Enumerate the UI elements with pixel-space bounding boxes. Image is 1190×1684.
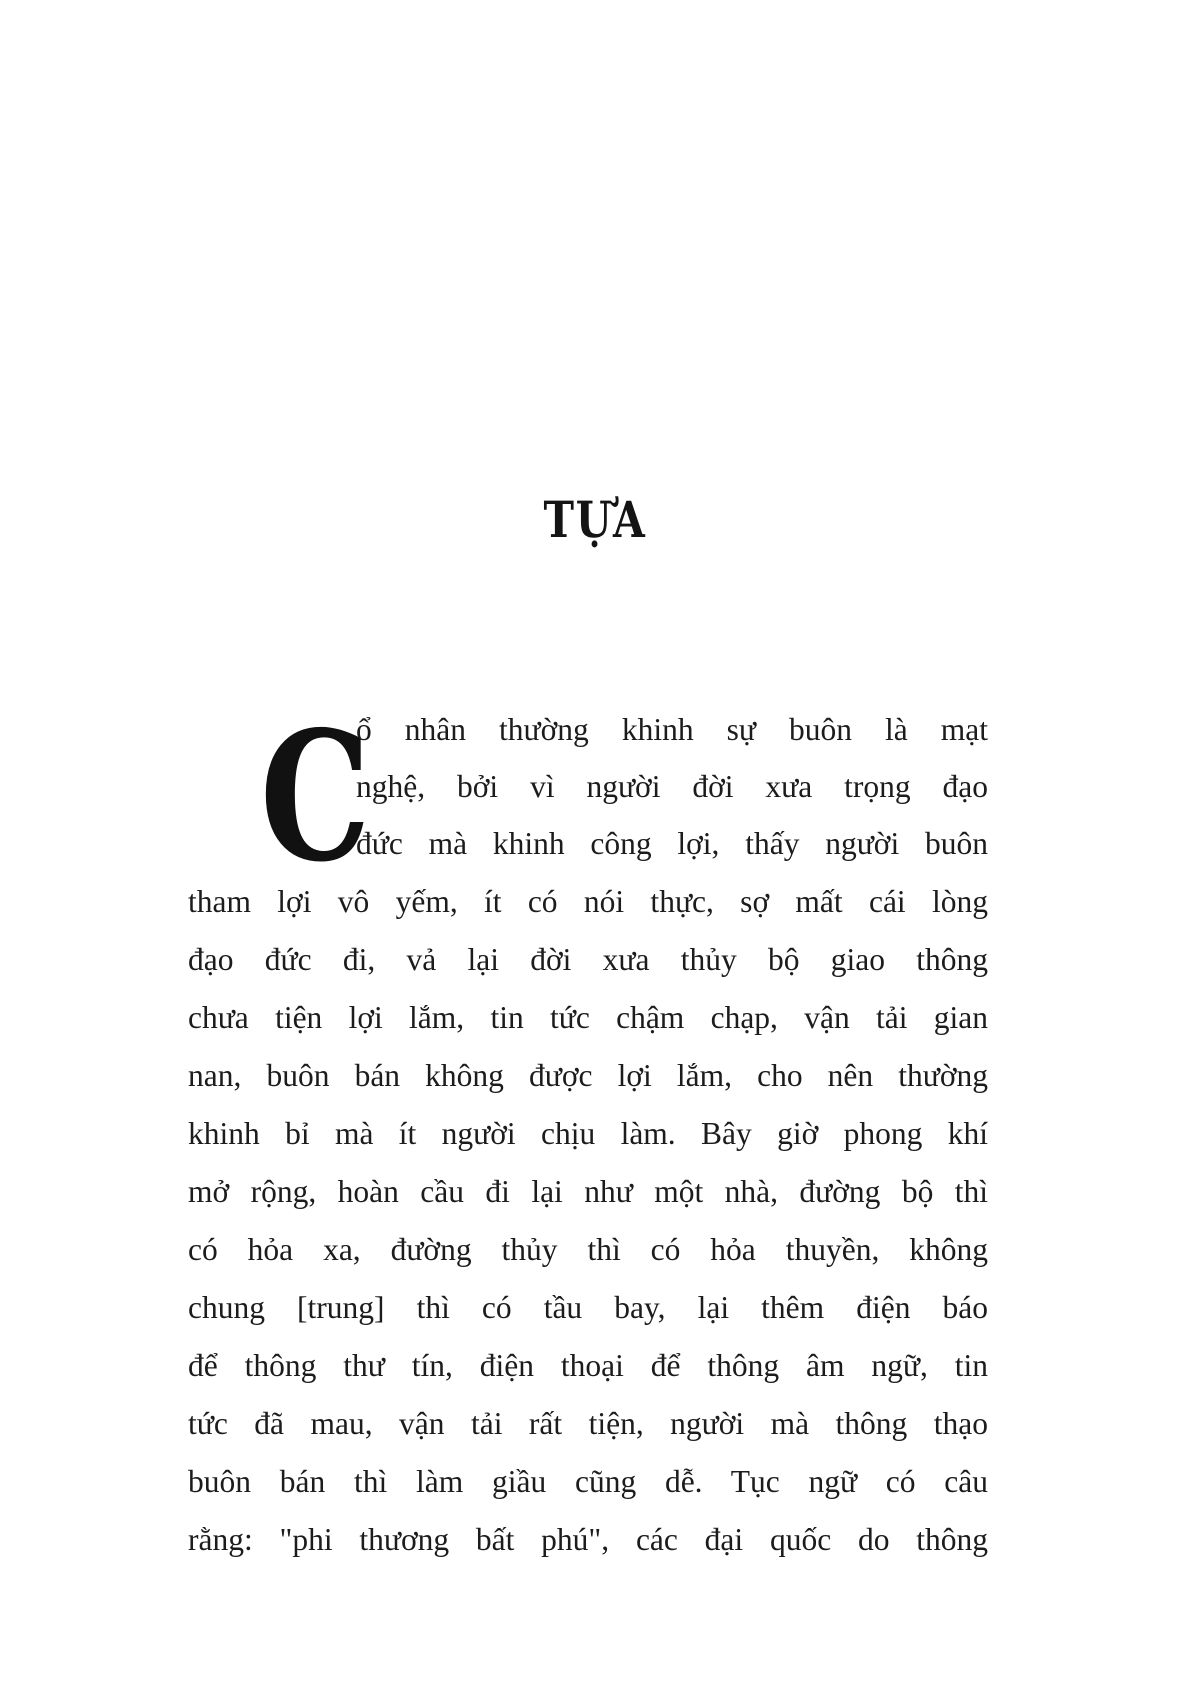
- chapter-title: TỰA: [543, 490, 647, 549]
- text-line: chưa tiện lợi lắm, tin tức chậm chạp, vận tải gian: [188, 1000, 988, 1035]
- text-line: khinh bỉ mà ít người chịu làm. Bây giờ phong khí: [188, 1116, 988, 1151]
- text-line: nghệ, bởi vì người đời xưa trọng đạo: [356, 769, 988, 804]
- text-line: rằng: "phi thương bất phú", các đại quốc do thông: [188, 1522, 988, 1557]
- text-line: để thông thư tín, điện thoại để thông âm ngữ, tin: [188, 1348, 988, 1383]
- text-line: mở rộng, hoàn cầu đi lại như một nhà, đường bộ thì: [188, 1174, 988, 1209]
- text-line: đạo đức đi, vả lại đời xưa thủy bộ giao thông: [188, 942, 988, 977]
- text-line: buôn bán thì làm giầu cũng dễ. Tục ngữ có câu: [188, 1464, 988, 1499]
- text-line: chung [trung] thì có tầu bay, lại thêm điện báo: [188, 1290, 988, 1325]
- text-line: ổ nhân thường khinh sự buôn là mạt: [356, 712, 988, 747]
- text-line: tức đã mau, vận tải rất tiện, người mà thông thạo: [188, 1406, 988, 1441]
- text-line: nan, buôn bán không được lợi lắm, cho nên thường: [188, 1058, 988, 1093]
- text-line: có hỏa xa, đường thủy thì có hỏa thuyền, không: [188, 1232, 988, 1267]
- drop-cap-letter: C: [260, 692, 371, 901]
- text-line: tham lợi vô yếm, ít có nói thực, sợ mất cái lòng: [188, 884, 988, 919]
- text-line: đức mà khinh công lợi, thấy người buôn: [356, 826, 988, 861]
